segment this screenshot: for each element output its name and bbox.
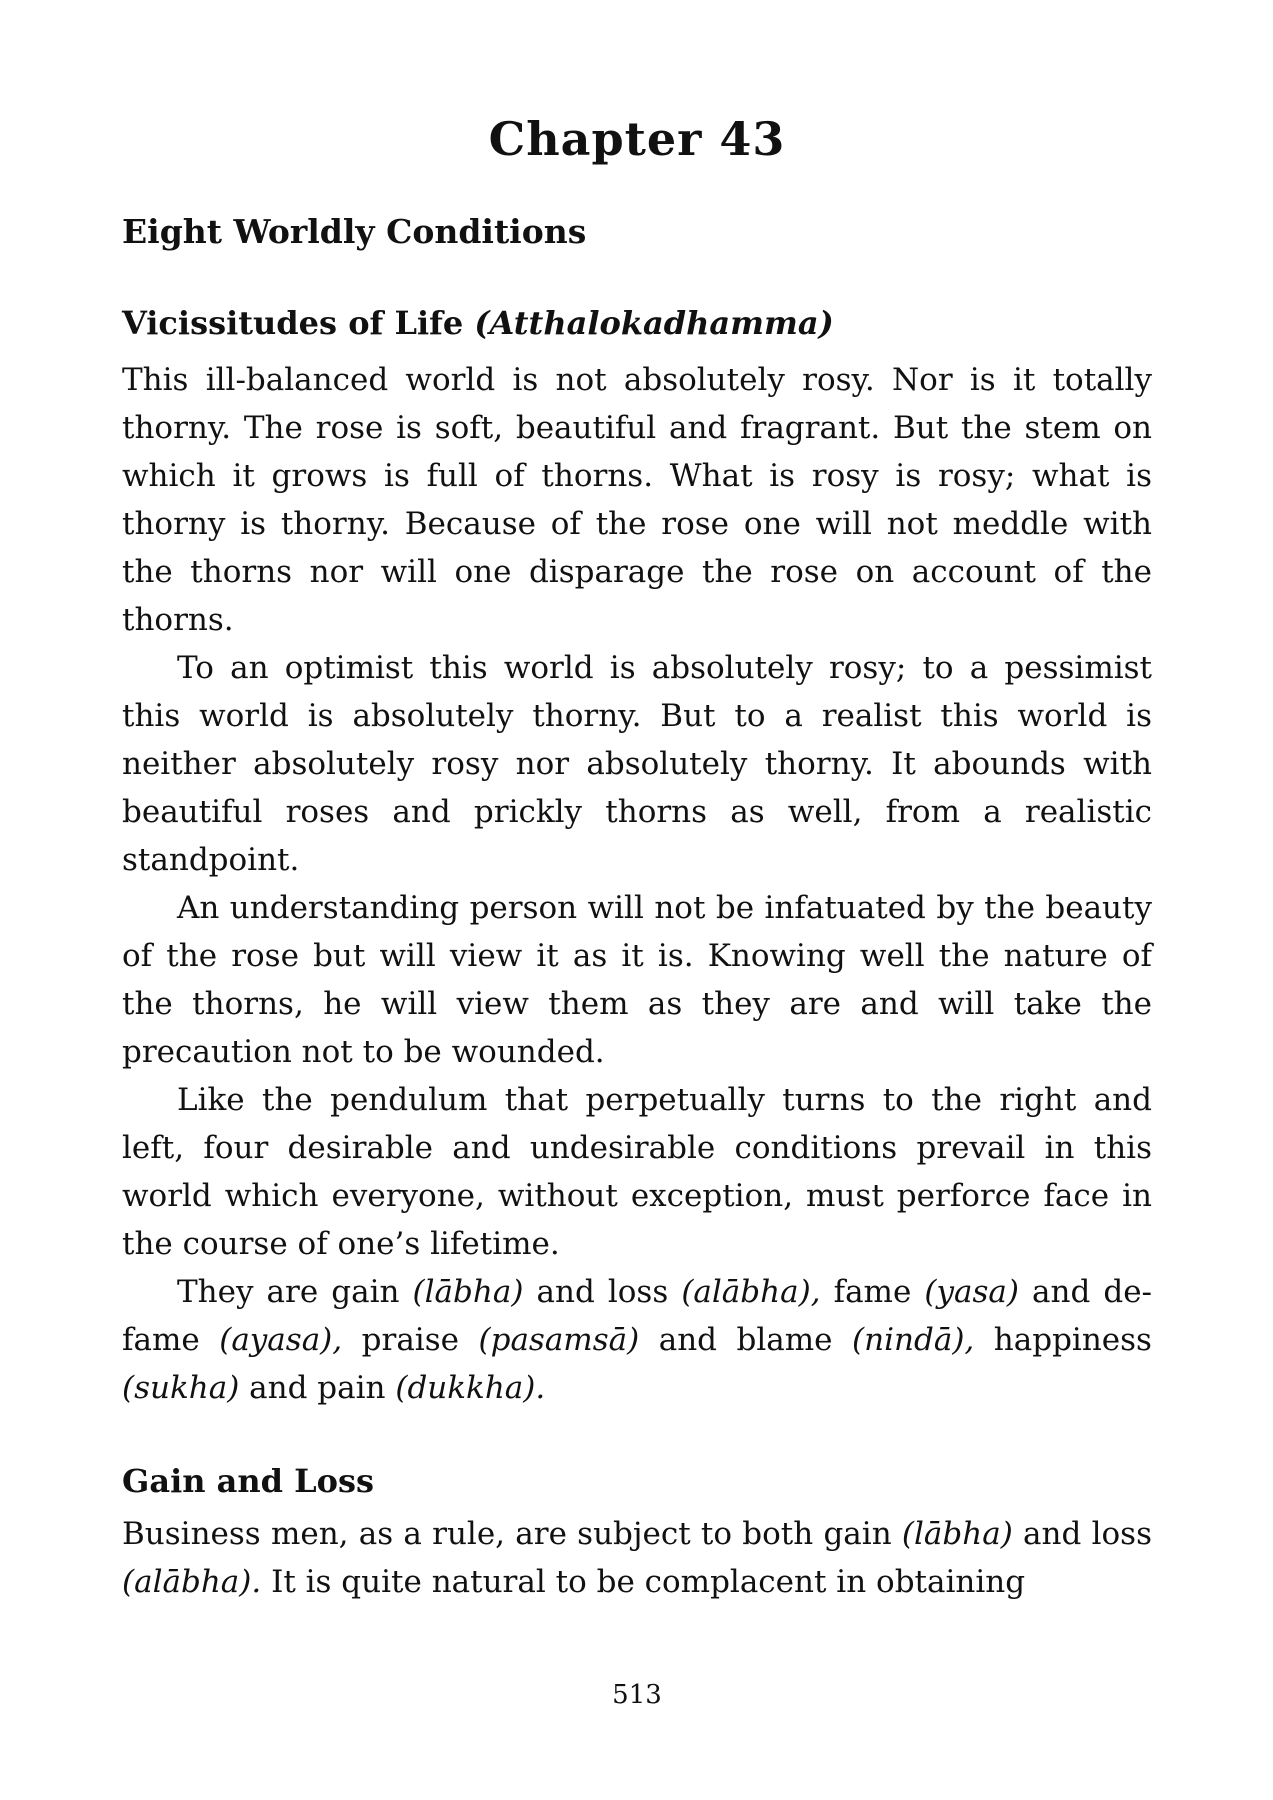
- subsection-title-text: Vicissitudes of Life: [122, 304, 464, 342]
- subsection-title-pali: (Atthalokadhamma): [474, 304, 834, 342]
- paragraph: This ill-balanced world is not absolutely rosy. Nor is it totally thorny. The rose is soft, beautiful and fragrant. But the stem on which it grows is full of thorns. What is rosy is rosy; what is thorny is thorny. Because of the rose one will not meddle with the thorns nor will one disparage the rose on account of the thorns.: [122, 362, 1152, 638]
- section-title: Eight Worldly Conditions: [122, 212, 587, 251]
- body-text-section-2: [122, 1510, 1152, 1606]
- chapter-title: Chapter 43: [488, 112, 786, 166]
- paragraph: Like the pendulum that perpetually turns to the right and left, four desirable and undesirable conditions prevail in this world which everyone, without exception, must perforce face in the course of one’s lifetime.: [122, 1082, 1152, 1262]
- paragraph: An understanding person will not be infatuated by the beauty of the rose but will view it as it is. Knowing well the nature of the thorns, he will view them as they are and will take the precaution not to be wounded.: [122, 890, 1152, 1070]
- section-title-gain-and-loss: Gain and Loss: [122, 1462, 375, 1500]
- paragraph: To an optimist this world is absolutely rosy; to a pessimist this world is absolutely thorny. But to a realist this world is neither absolutely rosy nor absolutely thorny. It abounds with beautiful roses and prickly thorns as well, from a realistic standpoint.: [122, 650, 1152, 878]
- paragraph: Business men, as a rule, are subject to both gain (lābha) and loss (alābha). It is quite natural to be complacent in obtaining: [122, 1516, 1152, 1600]
- page-number: 513: [612, 1680, 662, 1710]
- body-text-section-1: [122, 356, 1152, 1412]
- paragraph: They are gain (lābha) and loss (alābha), fame (yasa) and de-fame (ayasa), praise (pasamsā) and blame (nindā), happiness (sukha) and pain (dukkha).: [122, 1274, 1153, 1406]
- subsection-title: [122, 304, 834, 342]
- book-page: [122, 0, 1152, 1800]
